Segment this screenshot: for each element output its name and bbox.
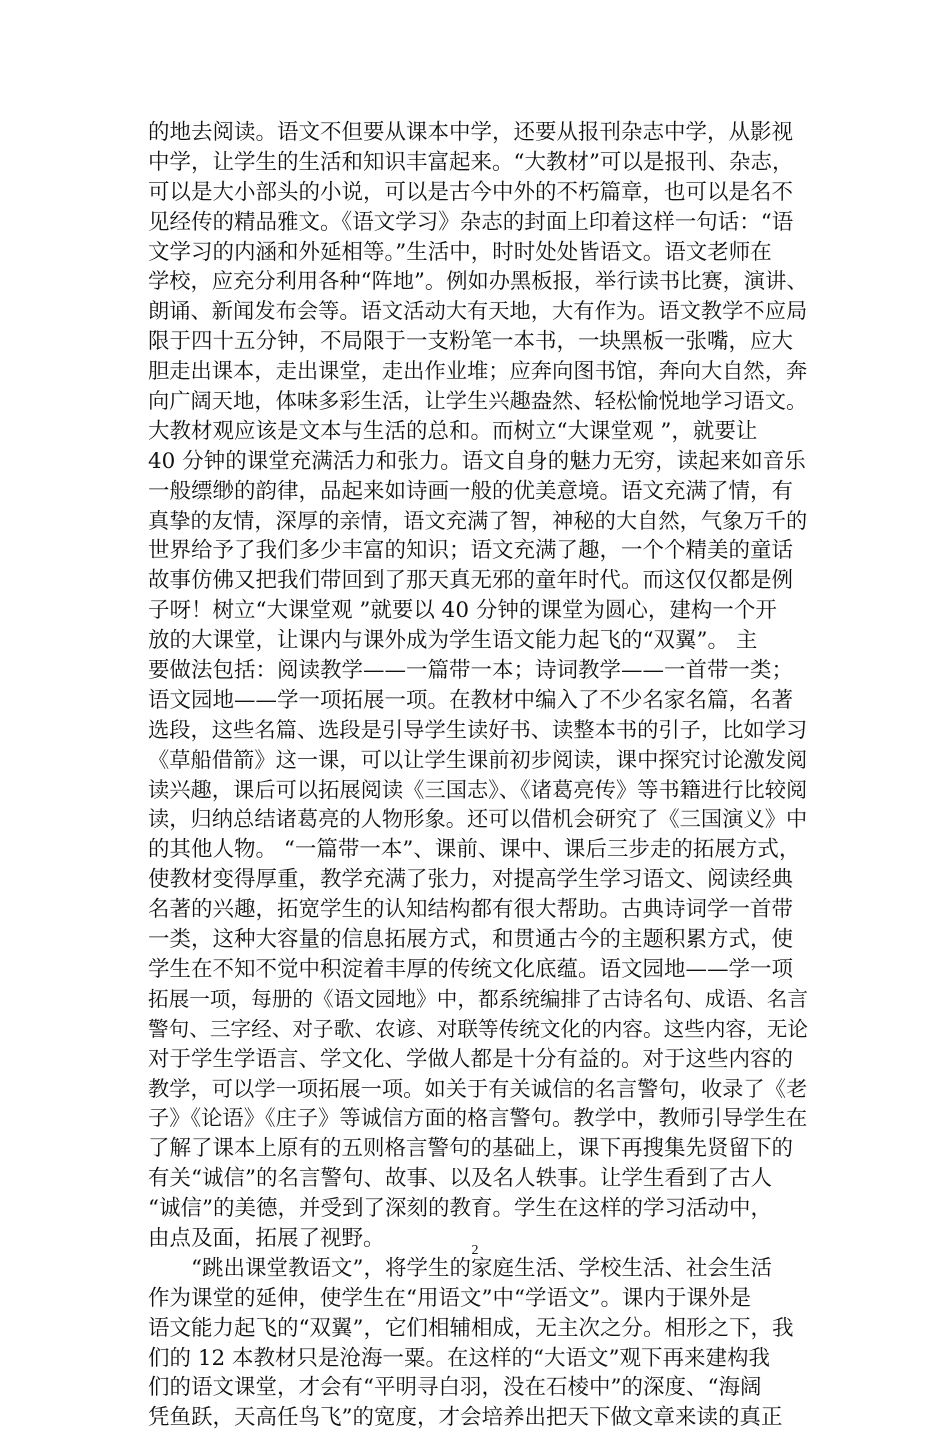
text-line: 的其他人物。 “一篇带一本”、课前、课中、课后三步走的拓展方式， bbox=[148, 837, 801, 863]
text-line: 们的 12 本教材只是沧海一粟。在这样的“大语文”观下再来建构我 bbox=[148, 1345, 771, 1371]
text-line: 了解了课本上原有的五则格言警句的基础上，课下再搜集先贤留下的 bbox=[148, 1136, 794, 1162]
text-line: 一类，这种大容量的信息拓展方式，和贯通古今的主题积累方式，使 bbox=[148, 927, 794, 953]
text-line: 子》《论语》《庄子》等诚信方面的格言警句。教学中，教师引导学生在 bbox=[148, 1106, 808, 1132]
text-line: 由点及面，拓展了视野。 bbox=[148, 1225, 385, 1251]
text-line: 语文园地——学一项拓展一项。在教材中编入了不少名家名篇，名著 bbox=[148, 687, 794, 713]
text-line: 拓展一项，每册的《语文园地》中，都系统编排了古诗名句、成语、名言 bbox=[148, 986, 809, 1011]
text-line: 读，归纳总结诸葛亮的人物形象。还可以借机会研究了《三国演义》中 bbox=[148, 807, 808, 833]
text-line: 世界给予了我们多少丰富的知识；语文充满了趣，一个个精美的童话 bbox=[148, 538, 794, 564]
paragraph-start-line: “跳出课堂教语文”，将学生的家庭生活、学校生活、社会生活 bbox=[191, 1255, 772, 1281]
text-line: 一般缥缈的韵律，品起来如诗画一般的优美意境。语文充满了情，有 bbox=[148, 478, 794, 504]
text-line: 读兴趣，课后可以拓展阅读《三国志》、《诸葛亮传》等书籍进行比较阅 bbox=[148, 777, 808, 803]
text-line: 对于学生学语言、学文化、学做人都是十分有益的。对于这些内容的 bbox=[148, 1046, 794, 1072]
text-line: 们的语文课堂，才会有“平明寻白羽，没在石棱中”的深度、“海阔 bbox=[148, 1375, 762, 1401]
text-line: “诚信”的美德，并受到了深刻的教育。学生在这样的学习活动中， bbox=[148, 1196, 772, 1222]
text-line: 40 分钟的课堂充满活力和张力。语文自身的魅力无穷，读起来如音乐 bbox=[148, 448, 806, 474]
text-line: 作为课堂的延伸，使学生在“用语文”中“学语文”。课内于课外是 bbox=[148, 1285, 751, 1311]
text-line: 教学，可以学一项拓展一项。如关于有关诚信的名言警句，收录了《老 bbox=[148, 1076, 808, 1102]
text-line: 可以是大小部头的小说，可以是古今中外的不朽篇章，也可以是名不 bbox=[148, 179, 794, 205]
text-line: 名著的兴趣，拓宽学生的认知结构都有很大帮助。古典诗词学一首带 bbox=[148, 897, 794, 923]
text-line: 凭鱼跃，天高任鸟飞”的宽度，才会培养出把天下做文章来读的真正 bbox=[148, 1405, 783, 1431]
text-line: 要做法包括：阅读教学——一篇带一本；诗词教学——一首带一类； bbox=[148, 658, 794, 684]
text-line: 学校，应充分利用各种“阵地”。例如办黑板报，举行读书比赛，演讲、 bbox=[148, 269, 808, 295]
text-line: 见经传的精品雅文。《语文学习》杂志的封面上印着这样一句话：“语 bbox=[148, 209, 794, 235]
text-line: 朗诵、新闻发布会等。语文活动大有天地，大有作为。语文教学不应局 bbox=[148, 299, 808, 325]
page-number: 2 bbox=[471, 1243, 479, 1258]
text-line: 选段，这些名篇、选段是引导学生读好书、读整本书的引子，比如学习 bbox=[148, 717, 808, 743]
text-line: 警句、三字经、对子歌、农谚、对联等传统文化的内容。这些内容，无论 bbox=[148, 1016, 809, 1041]
text-line: 《草船借箭》这一课，可以让学生课前初步阅读，课中探究讨论激发阅 bbox=[148, 747, 808, 773]
text-line: 限于四十五分钟，不局限于一支粉笔一本书，一块黑板一张嘴，应大 bbox=[148, 329, 794, 355]
text-line: 语文能力起飞的“双翼”，它们相辅相成，无主次之分。相形之下，我 bbox=[148, 1315, 794, 1341]
text-line: 中学，让学生的生活和知识丰富起来。“大教材”可以是报刊、杂志， bbox=[148, 149, 794, 175]
text-line: 使教材变得厚重，教学充满了张力，对提高学生学习语文、阅读经典 bbox=[148, 867, 794, 893]
text-line: 向广阔天地，体味多彩生活，让学生兴趣盎然、轻松愉悦地学习语文。 bbox=[148, 389, 808, 415]
text-line: 大教材观应该是文本与生活的总和。而树立“大课堂观 ”，就要让 bbox=[148, 418, 758, 444]
text-line: 文学习的内涵和外延相等。”生活中，时时处处皆语文。语文老师在 bbox=[148, 239, 772, 265]
text-line: 真挚的友情，深厚的亲情，语文充满了智，神秘的大自然，气象万千的 bbox=[148, 508, 808, 534]
body-text bbox=[148, 118, 808, 1433]
text-line: 放的大课堂，让课内与课外成为学生语文能力起飞的“双翼”。 主 bbox=[148, 628, 758, 654]
text-line: 故事仿佛又把我们带回到了那天真无邪的童年时代。而这仅仅都是例 bbox=[148, 568, 794, 594]
text-line: 的地去阅读。语文不但要从课本中学，还要从报刊杂志中学，从影视 bbox=[148, 120, 794, 145]
text-line: 胆走出课本，走出课堂，走出作业堆；应奔向图书馆，奔向大自然，奔 bbox=[148, 359, 808, 385]
text-line: 有关“诚信”的名言警句、故事、以及名人轶事。让学生看到了古人 bbox=[148, 1166, 772, 1192]
text-line: 学生在不知不觉中积淀着丰厚的传统文化底蕴。语文园地——学一项 bbox=[148, 956, 794, 982]
text-line: 子呀！树立“大课堂观 ”就要以 40 分钟的课堂为圆心，建构一个开 bbox=[148, 598, 777, 624]
